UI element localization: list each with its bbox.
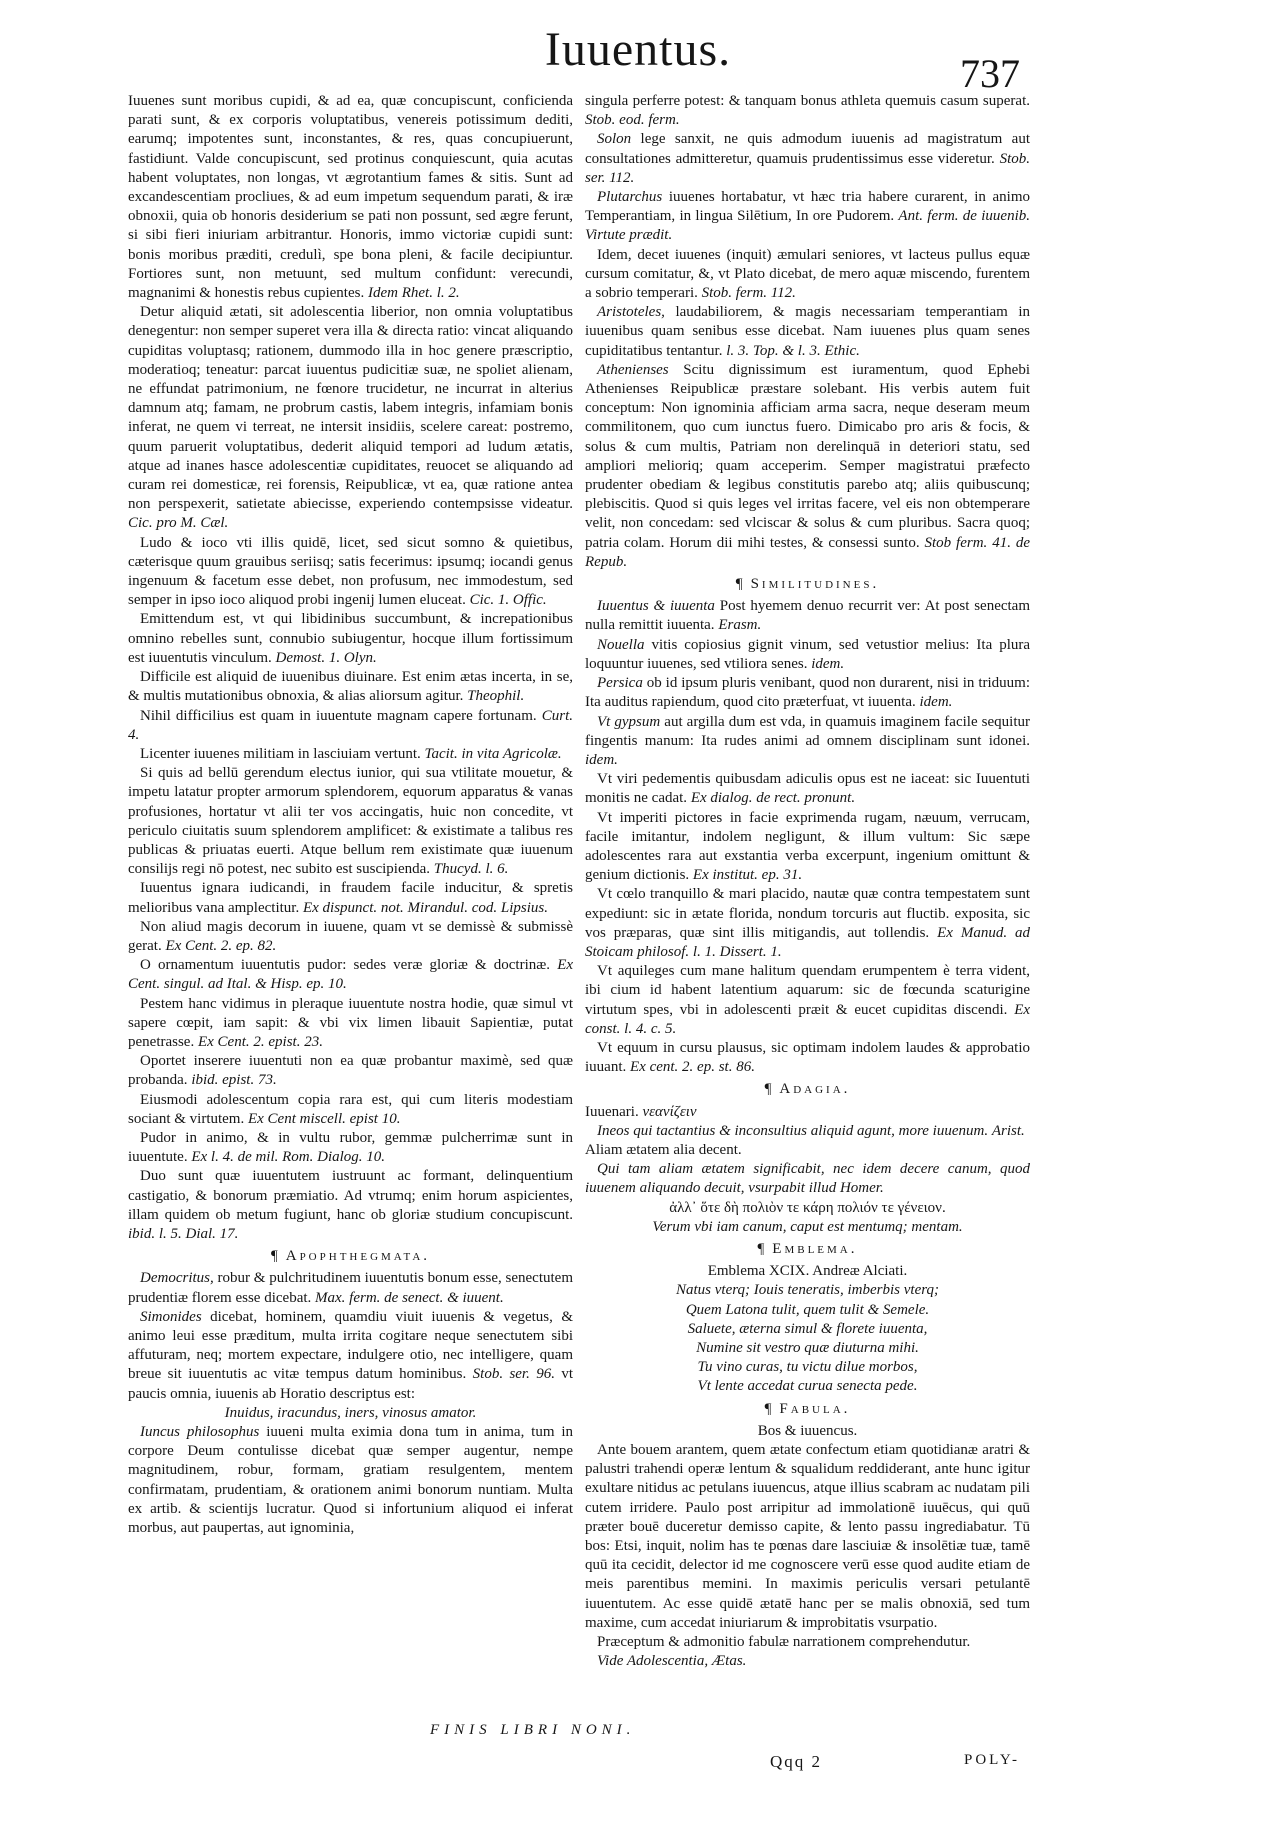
subject-term: Iuuentus & iuuenta — [597, 598, 715, 615]
paragraph: Non aliud magis decorum in iuuene, quam vt se demissè & submissè gerat. Ex Cent. 2. ep. 82. — [128, 918, 573, 954]
paragraph: Præceptum & admonitio fabulæ narrationem comprehendutur. — [597, 1634, 971, 1651]
signature-mark: Qqq 2 — [770, 1752, 823, 1771]
paragraph: Iuncus philosophus iuueni multa eximia dona tum in anima, tum in corpore Deum contulisse dicebat quæ semper augentur, nempe magnitudinem, robur, formam, gratiam resulgentem, mentem confirmatam, prudentiam, & orationem animi bonorum nuntiam. Multa ex artib. & scientijs lucratur. Quod si infortunium aliquod ei inferat morbus, aut paupertas, aut ignominia, — [128, 1424, 574, 1537]
paragraph: Nihil difficilius est quam in iuuentute magnam capere fortunam. Curt. 4. — [128, 707, 574, 743]
running-title: Iuuentus. — [544, 23, 732, 76]
verse-line: Inuidus, iracundus, iners, vinosus amator. — [224, 1404, 477, 1421]
paragraph: Ludo & ioco vti illis quidē, licet, sed sicut somno & quietibus, cæterisque quum grauibus seriisq; satis fecerimus: ipsumq; iocandi genus ingenuum & facetum esse debet, non profusum, nec immodestum, sed semper in ipso ioco aliquod probi ingenij lumen eluceat. Cic. 1. Offic. — [128, 534, 573, 609]
citation: l. 3. Top. & l. 3. Ethic. — [726, 342, 860, 359]
person-name: Democritus, — [140, 1270, 214, 1287]
citation: Erasm. — [718, 617, 762, 634]
paragraph: Duo sunt quæ iuuentutem iustruunt ac formant, delinquentium castigatio, & bonorum præmiatio. Ad vtrumq; enim horum aspicientes, illam quidem ob metum fugiunt, hanc ob gloriæ studium concupiscunt. ibid. l. 5. Dial. 17. — [128, 1168, 573, 1242]
fable-title: Bos & iuuencus. — [757, 1422, 858, 1439]
section-heading-emblema: ¶ Emblema. — [757, 1240, 858, 1257]
citation: Ex const. l. 4. c. 5. — [585, 1001, 1031, 1037]
person-name: Simonides — [140, 1308, 202, 1325]
right-column — [585, 92, 1030, 1671]
paragraph: O ornamentum iuuentutis pudor: sedes veræ gloriæ & doctrinæ. Ex Cent. singul. ad Ital. & Hisp. ep. 10. — [128, 957, 574, 993]
citation: Thucyd. l. 6. — [433, 861, 509, 878]
paragraph: Iuuentus & iuuenta Post hyemem denuo recurrit ver: At post senectam nulla remittit iuuenta. Erasm. — [585, 598, 1030, 634]
pilcrow-icon: ¶ — [757, 1240, 765, 1257]
person-name: Aristoteles, — [597, 304, 665, 321]
paragraph: Plutarchus iuuenes hortabatur, vt hæc tria habere curarent, in animo Temperantiam, in lingua Silētium, In ore Pudorem. Ant. ferm. de iuuenib. Virtute prædit. — [585, 189, 1031, 244]
paragraph: Nouella vitis copiosius gignit vinum, sed vetustior melius: Ita plura loquuntur iuuenes, sed vtiliora senes. idem. — [585, 636, 1031, 672]
citation: Tacit. in vita Agricolæ. — [424, 745, 562, 762]
finis-line: FINIS LIBRI NONI. — [430, 1722, 636, 1738]
pilcrow-icon: ¶ — [270, 1248, 278, 1265]
pilcrow-icon: ¶ — [764, 1081, 772, 1098]
citation: Theophil. — [467, 688, 525, 705]
pilcrow-icon: ¶ — [735, 576, 743, 593]
page-number: 737 — [960, 51, 1020, 96]
paragraph: Si quis ad bellū gerendum electus iunior, qui sua vtilitate mouetur, & impetu latatur propter armorum splendorem, equorum apparatus & vanas profusiones, hortatur vt alii ter vos accingatis, huic non concedite, vt periculo ciuitatis suum splendorem amplificet: & existimate a talibus res publicas & priuatas euerti. Atque bellum rem existimate quæ iuuenum consilijs regi nō potest, nec subito est suscipienda. Thucyd. l. 6. — [128, 765, 573, 878]
citation: Arist. — [991, 1122, 1025, 1139]
citation: ibid. l. 5. Dial. 17. — [128, 1225, 239, 1242]
citation: Ex dispunct. not. Mirandul. cod. Lipsius. — [302, 899, 548, 916]
paragraph: Democritus, robur & pulchritudinem iuuentutis bonum esse, senectutem prudentiæ florem esse dicebat. Max. ferm. de senect. & iuuent. — [128, 1270, 574, 1306]
citation: Ant. ferm. de iuuenib. Virtute prædit. — [585, 208, 1030, 244]
catchword: POLY- — [964, 1752, 1021, 1768]
citation: Ex institut. ep. 31. — [692, 867, 803, 884]
citation: Cic. pro M. Cæl. — [128, 515, 229, 532]
paragraph: Ineos qui tactantius & inconsultius aliquid agunt, more iuuenum. Arist. — [597, 1122, 1025, 1139]
paragraph: Detur aliquid ætati, sit adolescentia liberior, non omnia voluptatibus denegentur: non semper superet vera illa & directa ratio: vincat aliquando cupiditas voluptasq; rationem, dummodo illa in hoc genere præscriptio, moderatioq; teneatur: parcat iuuentus pudicitiæ suæ, ne spoliet alienam, ne effundat patrimonium, ne fœnore trucidetur, ne incurrat in alterius damnum atq; famam, ne probrum castis, labem integris, infamiam bonis inferat, ne quem vi terreat, ne intersit insidiis, scelere careat: postremo, quum paruerit voluptatibus, dederit aliquid tempori ad ludum ætatis, atque ad inanes hasce adolescentiæ cupiditates, reuocet se aliquando ad curam rei domesticæ, rei forensis, Reipublicæ, vt ea, quæ ratione antea non perspexerit, satietate abiecisse, experiendo contempsisse videatur. Cic. pro M. Cæl. — [128, 304, 573, 532]
paragraph: Qui tam aliam ætatem significabit, nec idem decere canum, quod iuuenem aliquando decuit, vsurpabit illud Homer. — [585, 1161, 1030, 1197]
paragraph: Idem, decet iuuenes (inquit) æmulari seniores, vt lacteus pullus equæ cursum comitatur, &, vt Plato dicebat, de mero aquæ miscendo, furentem a sobrio temperari. Stob. ferm. 112. — [585, 246, 1030, 302]
citation: Ex Cent. 2. ep. 82. — [165, 937, 277, 954]
poem-line: Vt lente accedat curua senecta pede. — [697, 1378, 918, 1395]
paragraph: Pudor in animo, & in vultu rubor, gemmæ pulcherrimæ sunt in iuuentute. Ex l. 4. de mil. Rom. Dialog. 10. — [128, 1129, 573, 1166]
emblem-title: Emblema XCIX. Andreæ Alciati. — [707, 1263, 908, 1280]
citation: Curt. 4. — [128, 707, 574, 743]
citation: Ex l. 4. de mil. Rom. Dialog. 10. — [191, 1149, 386, 1166]
citation: idem. — [585, 751, 618, 768]
pilcrow-icon: ¶ — [764, 1400, 772, 1417]
person-name: Plutarchus — [597, 189, 663, 206]
citation: Stob. ser. 112. — [585, 150, 1030, 186]
citation: idem. — [919, 694, 953, 711]
section-heading-apophthegmata: ¶ Apophthegmata. — [270, 1248, 431, 1265]
poem-line: Numine sit vestro quæ diuturna mihi. — [696, 1340, 919, 1356]
citation: Stob. ferm. 112. — [701, 285, 796, 302]
adage: Aliam ætatem alia decent. — [585, 1141, 742, 1158]
person-name: Athenienses — [597, 361, 669, 378]
section-heading-similitudines: ¶ Similitudines. — [735, 576, 880, 593]
citation: Stob. eod. ferm. — [585, 112, 680, 129]
greek-verse: ἀλλ᾽ ὅτε δὴ πολιὸν τε κάρη πολιόν τε γένειον. — [669, 1199, 946, 1216]
poem-line: Saluete, æterna simul & florete iuuenta, — [687, 1320, 928, 1337]
greek-term: νεανίζειν — [642, 1103, 697, 1120]
paragraph: Difficile est aliquid de iuuenibus diuinare. Est enim ætas incerta, in se, & multis mutationibus obnoxia, & alias aliorsum agitur. Theophil. — [128, 669, 573, 705]
citation: Idem Rhet. l. 2. — [367, 285, 460, 302]
verse-line: Verum vbi iam canum, caput est mentumq; mentam. — [652, 1218, 963, 1235]
section-heading-fabula: ¶ Fabula. — [764, 1400, 851, 1417]
paragraph: Vt aquileges cum mane halitum quendam erumpentem è terra vident, ibi cium id habent latentium aquarum: sic de fœcunda scaturigine virtutum spes, vbi in adolescenti præit & eucet cupiditas discendi. Ex const. l. 4. c. 5. — [585, 963, 1031, 1037]
subject-term: Nouella — [597, 636, 645, 653]
paragraph: Vt cœlo tranquillo & mari placido, nautæ quæ contra tempestatem sunt expediunt: sic in ætate florida, nondum torcuris aut fluctib. exposita, sic vos præparas, quæ sint illis mitigandis, aut tollendis. Ex Manud. ad Stoicam philosof. l. 1. Dissert. 1. — [585, 886, 1030, 960]
citation: Ex Manud. ad Stoicam philosof. l. 1. Dissert. 1. — [585, 924, 1030, 960]
left-column — [128, 92, 573, 1538]
paragraph: Iuuentus ignara iudicandi, in fraudem facile inducitur, & spretis melioribus vana amplectitur. Ex dispunct. not. Mirandul. cod. Lipsius. — [128, 880, 573, 916]
citation: Ex cent. 2. ep. st. 86. — [630, 1059, 755, 1076]
paragraph: Solon lege sanxit, ne quis admodum iuuenis ad magistratum aut consultationes admitteretur, quamuis prudentissimus esse videretur. Stob. ser. 112. — [585, 131, 1030, 186]
citation: idem. — [811, 655, 845, 672]
paragraph: Licenter iuuenes militiam in lasciuiam vertunt. Tacit. in vita Agricolæ. — [140, 745, 562, 762]
citation: Max. ferm. de senect. & iuuent. — [315, 1289, 504, 1306]
citation: Ex Cent. 2. epist. 23. — [197, 1033, 323, 1050]
citation: ibid. epist. 73. — [191, 1072, 277, 1089]
subject-term: Vt gypsum — [597, 713, 661, 730]
paragraph: Aristoteles, laudabiliorem, & magis necessariam temperantiam in iuuenibus quam senibus esse dicebat. Nam iuuenes plus quam senes cupiditatibus tentantur. l. 3. Top. & l. 3. Ethic. — [585, 304, 1030, 359]
cross-reference: Vide Adolescentia, Ætas. — [597, 1653, 747, 1670]
citation: Demost. 1. Olyn. — [275, 649, 377, 666]
paragraph: Athenienses Scitu dignissimum est iuramentum, quod Ephebi Athenienses Reipublicæ præstare solebant. His verbis autem fuit conceptum: Non ignominia afficiam arma sacra, neque deseram meum commilitonem, quo cum iunctus fuero. Dimicabo pro aris & focis, & solus & cum multis, Patriam non derelinquā in deteriori statu, sed ampliori melioriq; quam acceperim. Semper magistratui præfecto prudenter obediam & legibus constitutis parebo atq; aliis quibuscunq; plebiscitis. Quod si quis leges vel irritas facere, vel eis non obtemperare velit, non concedam: sed vlciscar & solus & cum pluribus. Sacra quoq; patria colam. Horum dii mihi testes, & consessi sunto. Stob ferm. 41. de Repub. — [585, 361, 1031, 570]
subject-term: Persica — [597, 675, 643, 692]
paragraph: Emittendum est, vt qui libidinibus succumbunt, & increpationibus omnino rebelles sunt, connubio subiugentur, hocque illum fortissimum est iuuentutis vinculum. Demost. 1. Olyn. — [128, 611, 573, 666]
paragraph: Vt equum in cursu plausus, sic optimam indolem laudes & approbatio iuuant. Ex cent. 2. ep. st. 86. — [585, 1039, 1030, 1076]
poem-line: Tu vino curas, tu victu dilue morbos, — [697, 1359, 918, 1376]
citation: Ex dialog. de rect. pronunt. — [690, 790, 856, 807]
paragraph: Persica ob id ipsum pluris venibant, quod non durarent, nisi in triduum: Ita auditus rapiendum, quod cito præterfuat, vt iuuenta. idem. — [585, 675, 1031, 711]
paragraph: Vt viri pedementis quibusdam adiculis opus est ne iaceat: sic Iuuentuti monitis ne cadat. Ex dialog. de rect. pronunt. — [585, 771, 1030, 807]
paragraph: Eiusmodi adolescentum copia rara est, qui cum literis modestiam sociant & virtutem. Ex Cent miscell. epist 10. — [128, 1091, 573, 1127]
citation: Stob ferm. 41. de Repub. — [585, 534, 1031, 570]
paragraph: Pestem hanc vidimus in pleraque iuuentute nostra hodie, quæ simul vt sapere cœpit, iam sapit: & vbi vix limen libauit Sapientiæ, putat penetrasse. Ex Cent. 2. epist. 23. — [128, 995, 573, 1050]
paragraph: Simonides dicebat, hominem, quamdiu viuit iuuenis & vegetus, & animo leui esse præditum, multa irrita cogitare neque senectutem sibi affuturam, neq; mortem expectare, indulgere otio, nec intelligere, quam breue sit iuuentutis ac vitæ tempus datum hominibus. Stob. ser. 96. vt paucis omnia, iuuenis ab Horatio descriptus est: — [128, 1308, 574, 1402]
citation: Cic. 1. Offic. — [469, 592, 547, 609]
citation: Stob. ser. 96. — [472, 1366, 555, 1383]
paragraph: Vt gypsum aut argilla dum est vda, in quamuis imaginem facile sequitur fingentis manum: Ita rudes animi ad omnem disciplinam sunt idonei. idem. — [585, 713, 1030, 768]
paragraph: Oportet inserere iuuentuti non ea quæ probantur maximè, sed quæ probanda. ibid. epist. 73. — [128, 1053, 573, 1089]
paragraph: Iuuenes sunt moribus cupidi, & ad ea, quæ concupiscunt, conficienda parati sunt, & ex corporis voluptatibus, venereis potissimum dediti, earumq; impotentes sunt, inconstantes, & res, quas concupiuerunt, fastidiunt. Valde concupiscunt, sed protinus conquiescunt, quia acutas habent voluptates, non longas, vt ægrotantium fames & sitis. Sunt ad excandescentiam procliues, & ad eum impetum sequendum parati, & iræ obnoxii, quia ob honoris desiderium se pati non possunt, sed ægre ferunt, si sibi fieri iniuriam arbitrantur. Honoris, immo victoriæ cupidi sunt: bonis moribus præditi, credulì, spe bona pleni, & facile decipiuntur. Fortiores sunt, non metuunt, sed multum confidunt: verecundi, magnanimi & honestis rebus cupientes. Idem Rhet. l. 2. — [128, 93, 573, 302]
adage: Iuuenari. νεανίζειν — [585, 1103, 697, 1120]
section-heading-adagia: ¶ Adagia. — [764, 1081, 851, 1098]
paragraph: singula perferre potest: & tanquam bonus athleta quemuis casum superat. Stob. eod. ferm. — [585, 93, 1030, 129]
paragraph: Ante bouem arantem, quem ætate confectum etiam quotidianæ aratri & palustri trahendi operæ lentum & squalidum reddiderant, ante hunc igitur exultare nitidus ac petulans iuuencus, atque illius scabram ac nudatam pili cutem irridere. Paulo post arripitur ad immolationē iuuēcus, qui quū præter bouē duceretur demisso capite, & lento passu ingrediabatur. Tū bos: Etsi, inquit, nolim has te pœnas dare lasciuiæ & insolētiæ tuæ, tamē quū ita cecidit, delector id me cognoscere verū esse quod audite etiam de meis parentibus memini. In maximis periculis versari petulantē iuuentutem. Ac esse quidē ætatē hanc per se malis obnoxiā, sed tum maxime, cum accedat iniuriarum & improbitatis vsurpatio. — [585, 1442, 1030, 1631]
person-name: Solon — [597, 131, 632, 148]
poem-line: Natus vterq; Iouis teneratis, imberbis vterq; — [675, 1282, 940, 1299]
poem-line: Quem Latona tulit, quem tulit & Semele. — [685, 1301, 930, 1318]
citation: Ex Cent miscell. epist 10. — [247, 1110, 401, 1127]
citation: Ex Cent. singul. ad Ital. & Hisp. ep. 10. — [128, 957, 574, 993]
paragraph: Vt imperiti pictores in facie exprimenda rugam, næuum, verrucam, facile imitantur, indolem negligunt, & illum vultum: Sic sæpe adolescentes rara aut exstantia verba excerpunt, ingenium omittunt & genium dictionis. Ex institut. ep. 31. — [585, 809, 1030, 884]
person-name: Iuncus philosophus — [140, 1424, 260, 1441]
